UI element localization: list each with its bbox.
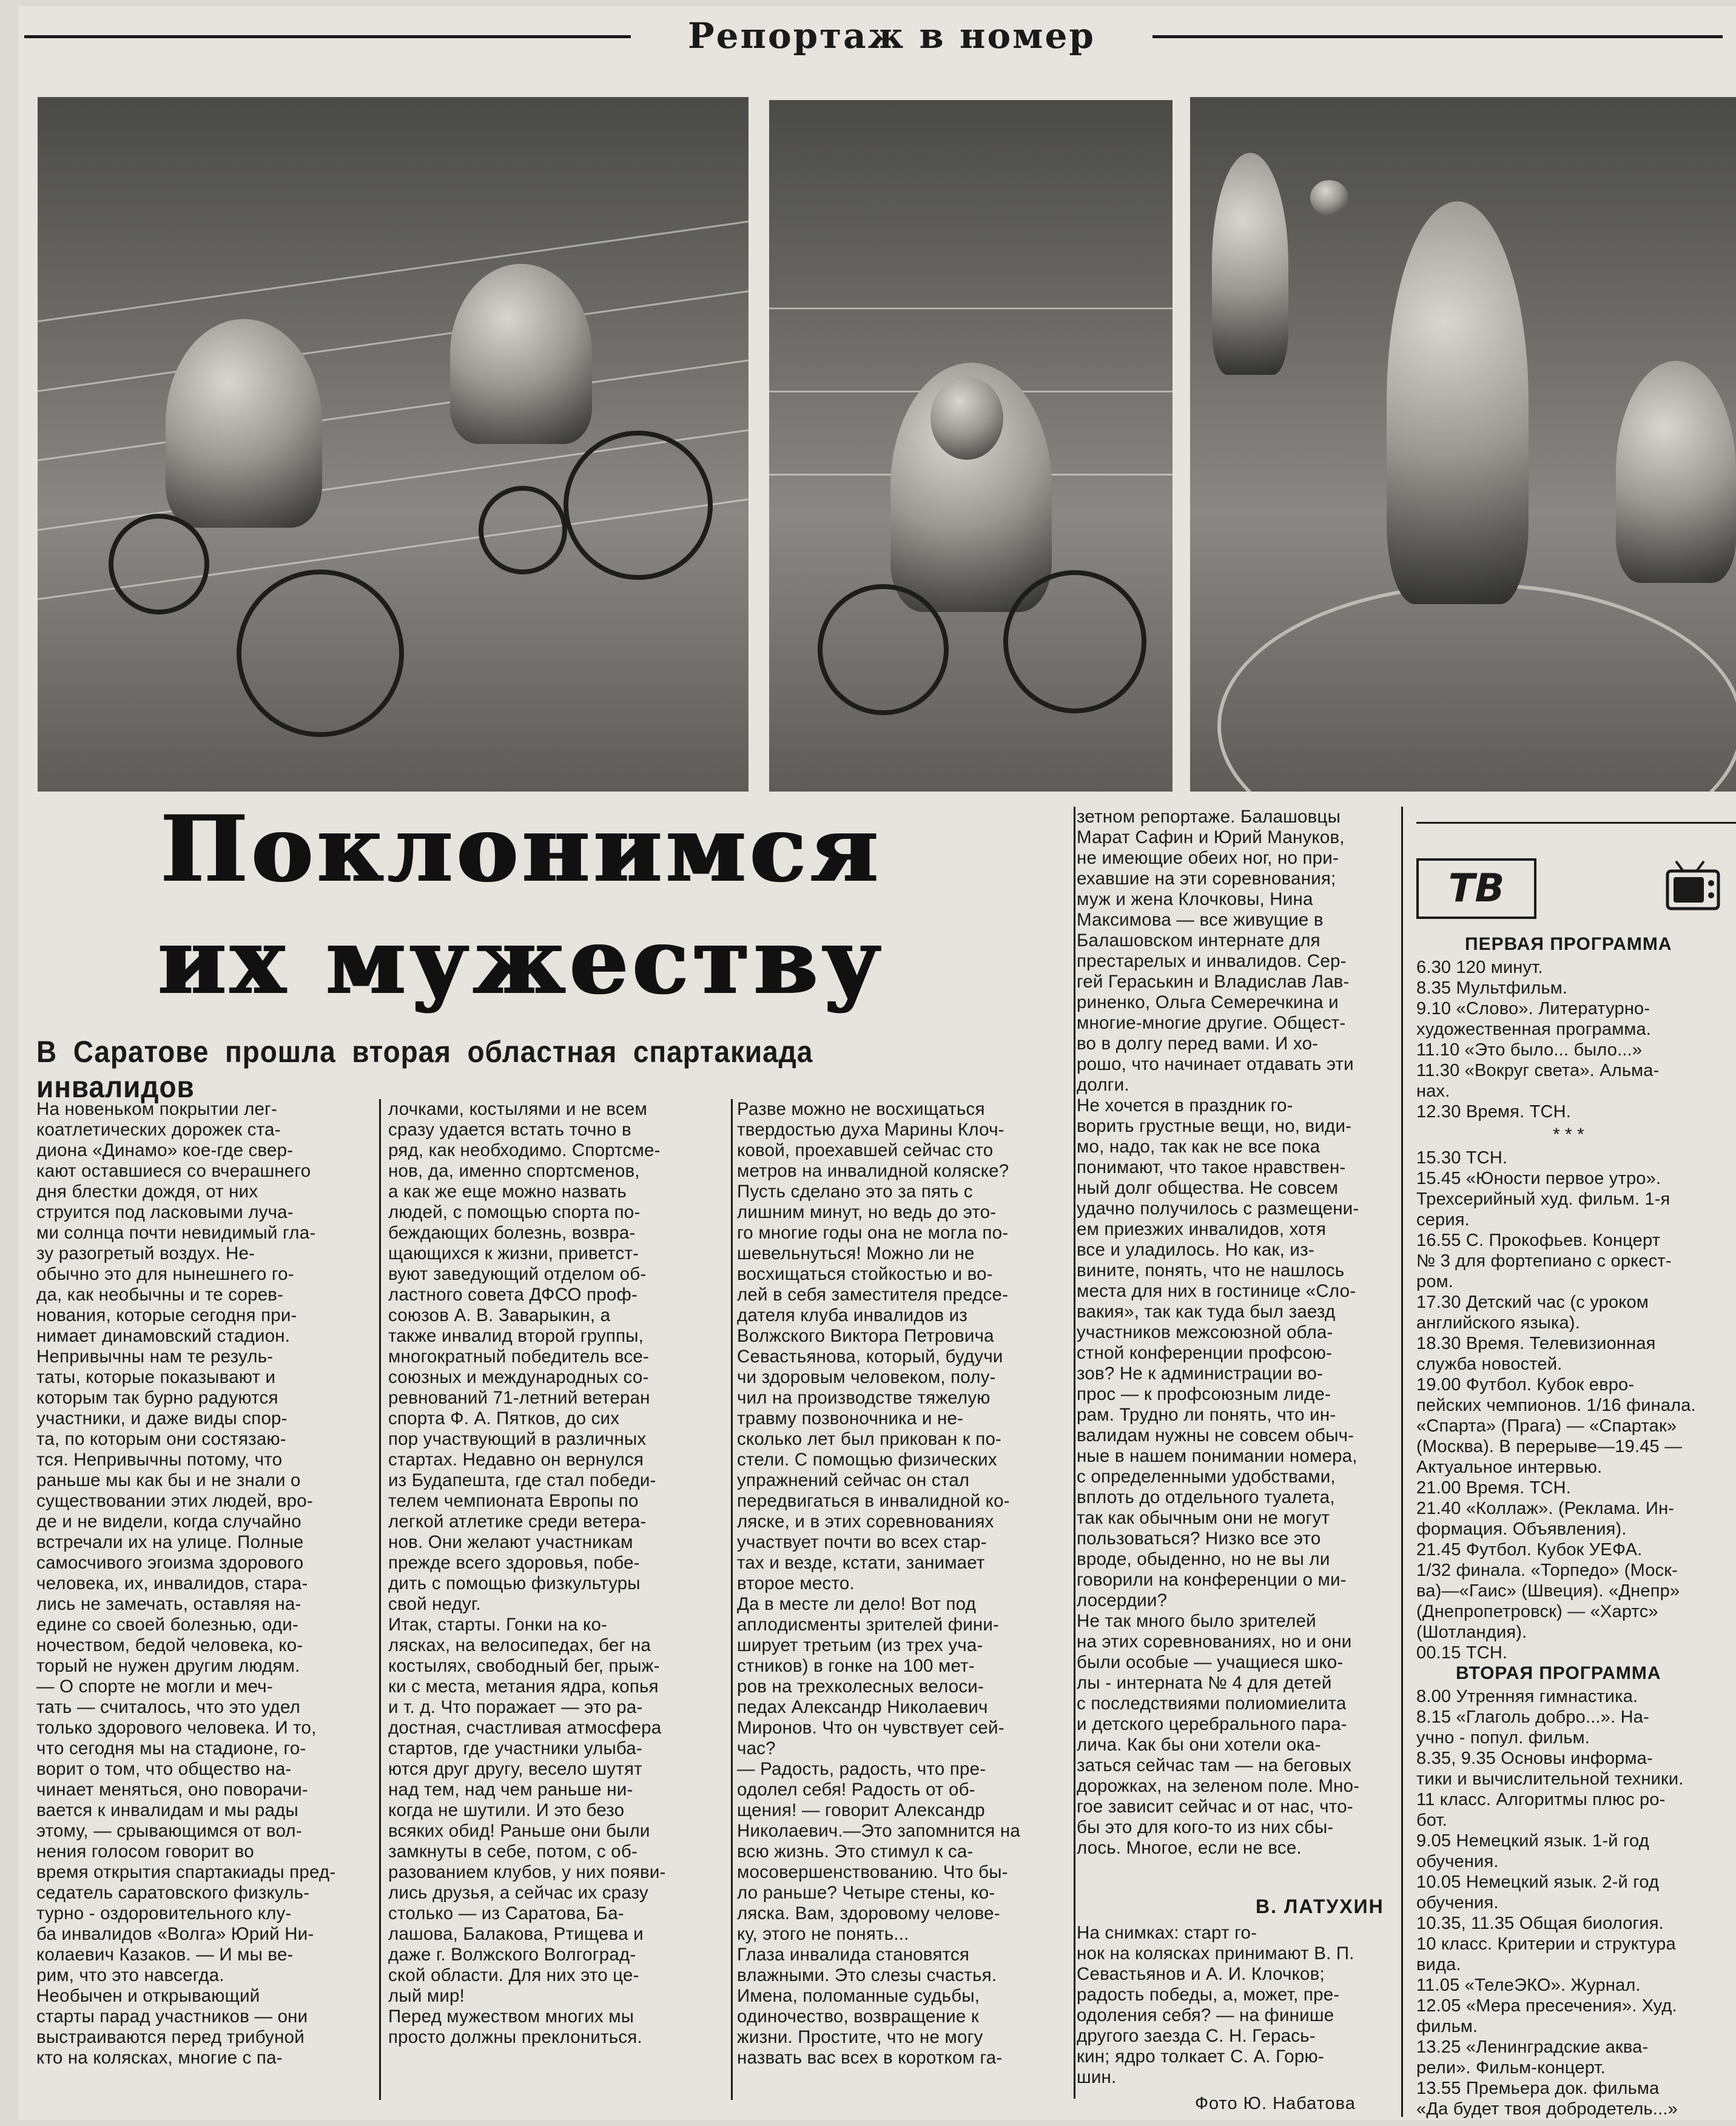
photo-credit: Фото Ю. Набатова	[1195, 2094, 1356, 2113]
tv-label: ТВ	[1448, 866, 1505, 911]
rubric-title: Репортаж в номер	[688, 15, 1095, 56]
tv-first-program-title: ПЕРВАЯ ПРОГРАММА	[1465, 934, 1672, 954]
tv-second-program-title: ВТОРАЯ ПРОГРАММА	[1456, 1663, 1661, 1683]
article-column-4: зетном репортаже. Балашовцы Марат Сафин и Юрий Мануков, не имеющие обеих ног, но при- ехавшие на эти соревнования; муж и жена Клочковы, Нина Максимова — все живущие в Балашовском интернате для престарелых и инвалидов. Сер- гей Гераськин и Владислав Лав- риненко, Ольга Семеречкина и многие-многие другие. Общест- во в долгу перед вами. И хо- рошо, что начинает отдавать эти долги. Не хочется в праздник го- ворить грустные вещи, но, види- мо, надо, так как не все пока понимают, что такое нравствен- ный долг общества. Не совсем удачно получилось с размещени- ем приезжих инвалидов, хотя все и уладилось. Но как, из- вините, понять, что не нашлось места для них в гостинице «Сло- вакия», так как туда был заезд участников межсоюзной обла- стной конференции профсою- зов? Не к администрации во- прос — к профсоюзным лиде- рам. Трудно ли понять, что ин- валидам нужны не совсем обыч- ные в нашем понимании номера, с определенными удобствами, вплоть до отдельного туалета, так как обычным они не могут пользоваться? Низко все это вроде, обыденно, но не вы ли говорили на конференции о ми- лосердии? Не так много было зрителей на этих соревнованиях, но и они были особые — учащиеся шко- лы - интерната № 4 для детей с последствиями полиомиелита и детского церебрального пара- лича. Как бы они хотели ока- заться сейчас там — на беговых дорожках, на зеленом поле. Мно- гое зависит сейчас и от нас, что- бы это для кого-то из них сбы- лось. Многое, если не все.	[1077, 807, 1360, 1858]
tv-second-program-list: 8.00 Утренняя гимнастика. 8.15 «Глаголь добро...». На- учно - попул. фильм. 8.35, 9.35 Основы информа- тики и вычислительной техники. 11 класс. Алгоритмы плюс ро- бот. 9.05 Немецкий язык. 1-й год обучения. 10.05 Немецкий язык. 2-й год обучения. 10.35, 11.35 Общая биология. 10 класс. Критерии и структура вида. 11.05 «ТелеЭКО». Журнал. 12.05 «Мера пресечения». Худ. фильм. 13.25 «Ленинградские аква- рели». Фильм-концерт. 13.55 Премьера док. фильма «Да будет твоя добродетель...»	[1416, 1687, 1684, 2119]
television-icon	[1665, 860, 1721, 913]
column-divider	[1401, 807, 1403, 2117]
article-column-3: Разве можно не восхищаться твердостью духа Марины Клоч- ковой, проехавшей сейчас сто метров на инвалидной коляске? Пусть сделано это за пять с лишним минут, но ведь до это- го многие годы она не могла по- шевельнуться! Можно ли не восхищаться стойкостью и во- лей в себя заместителя предсе- дателя клуба инвалидов из Волжского Виктора Петровича Севастьянова, который, будучи чи здоровым человеком, полу- чил на производстве тяжелую травму позвоночника и не- сколько лет был прикован к по- стели. С помощью физических упражнений сейчас он стал передвигаться в инвалидной ко- ляске, и в этих соревнованиях участвует почти во всех стар- тах и везде, кстати, занимает второе место. Да в месте ли дело! Вот под аплодисменты зрителей фини- ширует третьим (из трех уча- стников) в гонке на 100 мет- ров на трехколесных велоси- педах Александр Николаевич Миронов. Что он чувствует сей- час? — Радость, радость, что пре- одолел себя! Радость от об- щения! — говорит Александр Николаевич.—Это запомнится на всю жизнь. Это стимул к са- мосовершенствованию. Что бы- ло раньше? Четыре стены, ко- ляска. Вам, здоровому челове- ку, этого не понять... Глаза инвалида становятся влажными. Это слезы счастья. Имена, поломанные судьбы, одиночество, возвращение к жизни. Простите, что не могу назвать вас всех в коротком га-	[737, 1099, 1020, 2068]
rubric-rule-left	[24, 35, 631, 38]
column-divider	[1074, 807, 1075, 2099]
headline-line-1: Поклонимся	[161, 796, 883, 903]
tv-first-program-evening: 15.30 ТСН. 15.45 «Юности первое утро». Трехсерийный худ. фильм. 1-я серия. 16.55 С. Прокофьев. Концерт № 3 для фортепиано с оркест- ром. 17.30 Детский час (с уроком английского языка). 18.30 Время. Телевизионная служба новостей. 19.00 Футбол. Кубок евро- пейских чемпионов. 1/16 финала. «Спарта» (Прага) — «Спартак» (Москва). В перерыве—19.45 — Актуальное интервью. 21.00 Время. ТСН. 21.40 «Коллаж». (Реклама. Ин- формация. Объявления). 21.45 Футбол. Кубок УЕФА. 1/32 финала. «Торпедо» (Моск- ва)—«Гаис» (Швеция). «Днепр» (Днепропетровск) — «Хартс» (Шотландия). 00.15 ТСН.	[1416, 1148, 1696, 1663]
article-column-2: лочками, костылями и не всем сразу удается встать точно в ряд, как необходимо. Спортсме- нов, да, именно спортсменов, а как же еще можно назвать людей, с помощью спорта по- беждающих болезнь, возвра- щающихся к жизни, приветст- вуют заведующий отделом об- ластного совета ДФСО проф- союзов А. В. Заварыкин, а также инвалид второй группы, многократный победитель все- союзных и международных со- ревнований 71-летний ветеран спорта Ф. А. Пятков, до сих пор участвующий в различных стартах. Недавно он вернулся из Будапешта, где стал победи- телем чемпионата Европы по легкой атлетике среди ветера- нов. Они желают участникам прежде всего здоровья, побе- дить с помощью физкультуры свой недуг. Итак, старты. Гонки на ко- лясках, на велосипедах, бег на костылях, свободный бег, прыж- ки с места, метания ядра, копья и т. д. Что поражает — это ра- достная, счастливая атмосфера стартов, где участники улыба- ются друг другу, весело шутят над тем, над чем раньше ни- когда не шутили. И это безо всяких обид! Раньше они были замкнуты в себе, потом, с об- разованием клубов, у них появи- лись друзья, а сейчас их сразу столько — из Саратова, Ба- лашова, Балакова, Ртищева и даже г. Волжского Волгоград- ской области. Для них это це- лый мир! Перед мужеством многих мы просто должны преклониться.	[388, 1099, 666, 2047]
rubric-rule-right	[1152, 35, 1723, 38]
tv-label-box	[1416, 858, 1536, 919]
photo-shot-put	[1190, 97, 1736, 792]
subheadline: В Саратове прошла вторая областная спартакиада инвалидов	[36, 1035, 813, 1104]
headline-line-2: их мужеству	[158, 908, 886, 1015]
photo-wheelchair-race	[38, 97, 749, 792]
tv-first-program-morning: 6.30 120 минут. 8.35 Мультфильм. 9.10 «Слово». Литературно- художественная программа. 11.10 «Это было... было...» 11.30 «Вокруг света». Альма- нах. 12.30 Время. ТСН.	[1416, 958, 1660, 1122]
photo-caption: На снимках: старт го- нок на колясках принимают В. П. Севастьянов и А. И. Клочков; радость победы, а, может, пре- одоления себя? — на финише другого заезда С. Н. Герась- кин; ядро толкает С. А. Горю- шин.	[1077, 1923, 1354, 2087]
column-divider	[379, 1099, 381, 2100]
tv-top-rule	[1416, 822, 1736, 824]
article-column-1: На новеньком покрытии лег- коатлетических дорожек ста- диона «Динамо» кое-где свер- кают оставшиеся со вчерашнего дня блестки дождя, от них струится под ласковыми луча- ми солнца почти невидимый гла- зу разогретый воздух. Не- обычно это для нынешнего го- да, как необычны и те сорев- нования, которые сегодня при- нимает динамовский стадион. Непривычны нам те резуль- таты, которые показывают и которым так бурно радуются участники, и даже виды спор- та, по которым они состязаю- тся. Непривычны потому, что раньше мы как бы и не знали о существовании этих людей, вро- де и не видели, когда случайно встречали их на улице. Полные самосчивого эгоизма здорового человека, их, инвалидов, стара- лись не замечать, оставляя на- едине со своей болезнью, оди- ночеством, бедой человека, ко- торый не нужен другим людям. — О спорте не могли и меч- тать — считалось, что это удел только здорового человека. И то, что сегодня мы на стадионе, го- ворит о том, что общество на- чинает меняться, оно поворачи- вается к инвалидам и мы рады этому, — срывающимся от вол- нения голосом говорит во время открытия спартакиады пред- седатель саратовского физкуль- турно - оздоровительного клу- ба инвалидов «Волга» Юрий Ни- колаевич Казаков. — И мы ве- рим, что это навсегда. Необычен и открывающий старты парад участников — они выстраиваются перед трибуной кто на колясках, многие с па-	[36, 1099, 336, 2068]
column-divider	[731, 1099, 733, 2100]
tv-separator-stars: * * *	[1553, 1125, 1584, 1145]
photo-finish-celebration	[769, 100, 1172, 792]
author-signature: В. ЛАТУХИН	[1256, 1896, 1384, 1917]
